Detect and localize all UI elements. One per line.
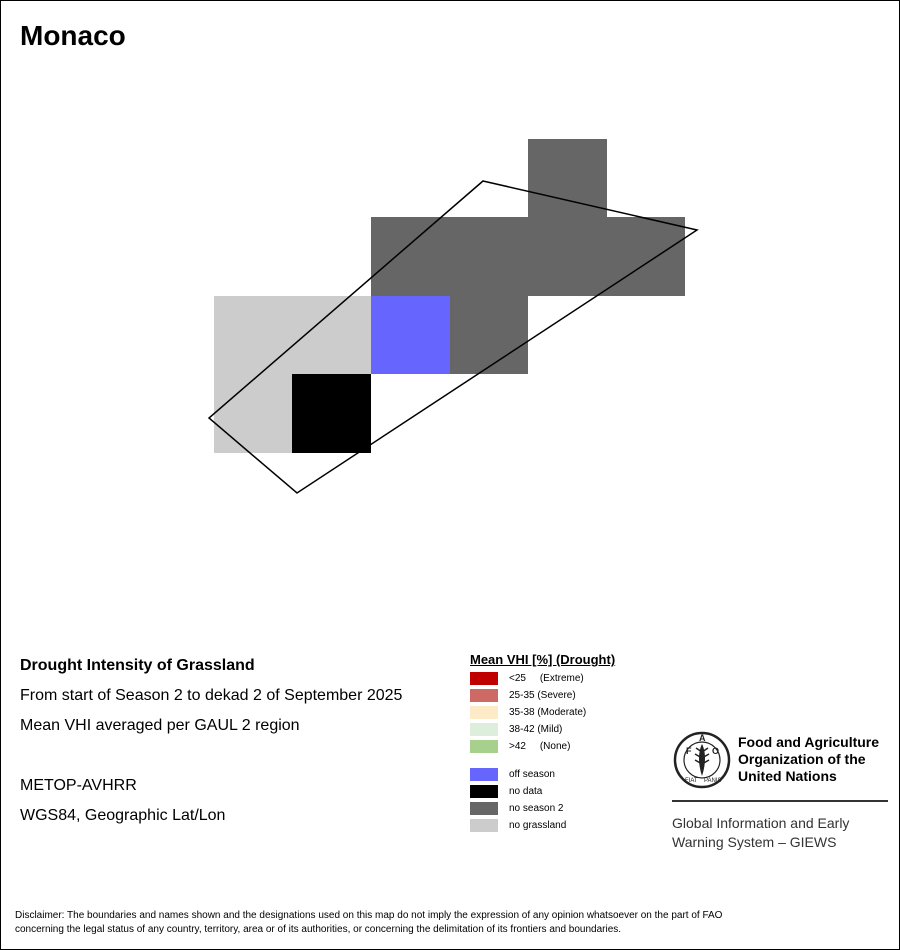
map-cell-no-season-2 (450, 217, 528, 296)
map-grid (214, 139, 685, 453)
map-cell-no-grassland (214, 374, 292, 453)
disclaimer (15, 909, 885, 937)
legend-swatch (470, 689, 498, 702)
map-method: Mean VHI averaged per GAUL 2 region (20, 717, 300, 734)
legend-label: 38-42 (Mild) (509, 723, 563, 735)
giews-name (672, 814, 892, 852)
legend-swatch (470, 740, 498, 753)
map-cell-no-season-2 (450, 296, 528, 374)
map-cell-no-season-2 (528, 217, 607, 296)
org-line: Food and Agriculture (738, 734, 880, 750)
fao-organization-name (738, 734, 898, 785)
legend-item-no-data (470, 784, 542, 798)
legend-item-no-season-2 (470, 801, 564, 815)
legend-label: no data (509, 785, 543, 797)
disclaimer-line: concerning the legal status of any country, territory, area or of its authorities, or concerning the delimitation of its frontiers and boundaries. (15, 924, 622, 935)
legend-item-off-season (470, 767, 555, 781)
map-cell-no-season-2 (607, 217, 685, 296)
legend-item-mild (470, 722, 562, 736)
legend-label: no grassland (509, 819, 567, 831)
legend-item-moderate (470, 705, 586, 719)
map-projection: WGS84, Geographic Lat/Lon (20, 807, 226, 824)
legend-item-no-grassland (470, 818, 566, 832)
divider (672, 800, 888, 802)
map-cell-no-season-2 (371, 217, 450, 296)
legend-title: Mean VHI [%] (Drought) (470, 652, 616, 667)
giews-line: Global Information and Early (672, 815, 850, 831)
legend-swatch (470, 802, 498, 815)
legend-swatch (470, 723, 498, 736)
legend-swatch (470, 768, 498, 781)
fao-emblem-icon (672, 730, 732, 790)
giews-line: Warning System – GIEWS (672, 834, 837, 850)
map-sensor: METOP-AVHRR (20, 777, 137, 794)
legend-item-none (470, 739, 570, 753)
svg-text:O: O (712, 746, 720, 756)
fao-emblem-text: A (699, 733, 706, 743)
map-title: Monaco (20, 20, 126, 51)
legend-label: off season (509, 768, 555, 780)
disclaimer-line: Disclaimer: The boundaries and names shown and the designations used on this map do not imply the expression of any opinion whatsoever on the part of FAO (15, 910, 723, 921)
legend-item-extreme (470, 671, 584, 685)
legend-swatch (470, 785, 498, 798)
map-cell-no-data (292, 374, 371, 453)
legend-swatch (470, 819, 498, 832)
legend-label: >42 (None) (509, 740, 571, 752)
legend-swatch (470, 672, 498, 685)
legend-label: no season 2 (509, 802, 564, 814)
legend-label: 35-38 (Moderate) (509, 706, 587, 718)
legend-item-severe (470, 688, 576, 702)
svg-text:FIAT: FIAT (685, 778, 698, 784)
map-period: From start of Season 2 to dekad 2 of September 2025 (20, 687, 403, 704)
svg-text:F: F (686, 746, 692, 756)
svg-text:PANIS: PANIS (704, 778, 722, 784)
legend-label: <25 (Extreme) (509, 672, 584, 684)
map-cell-no-season-2 (528, 139, 607, 217)
org-line: United Nations (738, 768, 837, 784)
legend-swatch (470, 706, 498, 719)
map-heading: Drought Intensity of Grassland (20, 657, 255, 674)
map-cell-off-season (371, 296, 450, 374)
org-line: Organization of the (738, 751, 866, 767)
legend-label: 25-35 (Severe) (509, 689, 576, 701)
map-cell-no-grassland (214, 296, 292, 374)
